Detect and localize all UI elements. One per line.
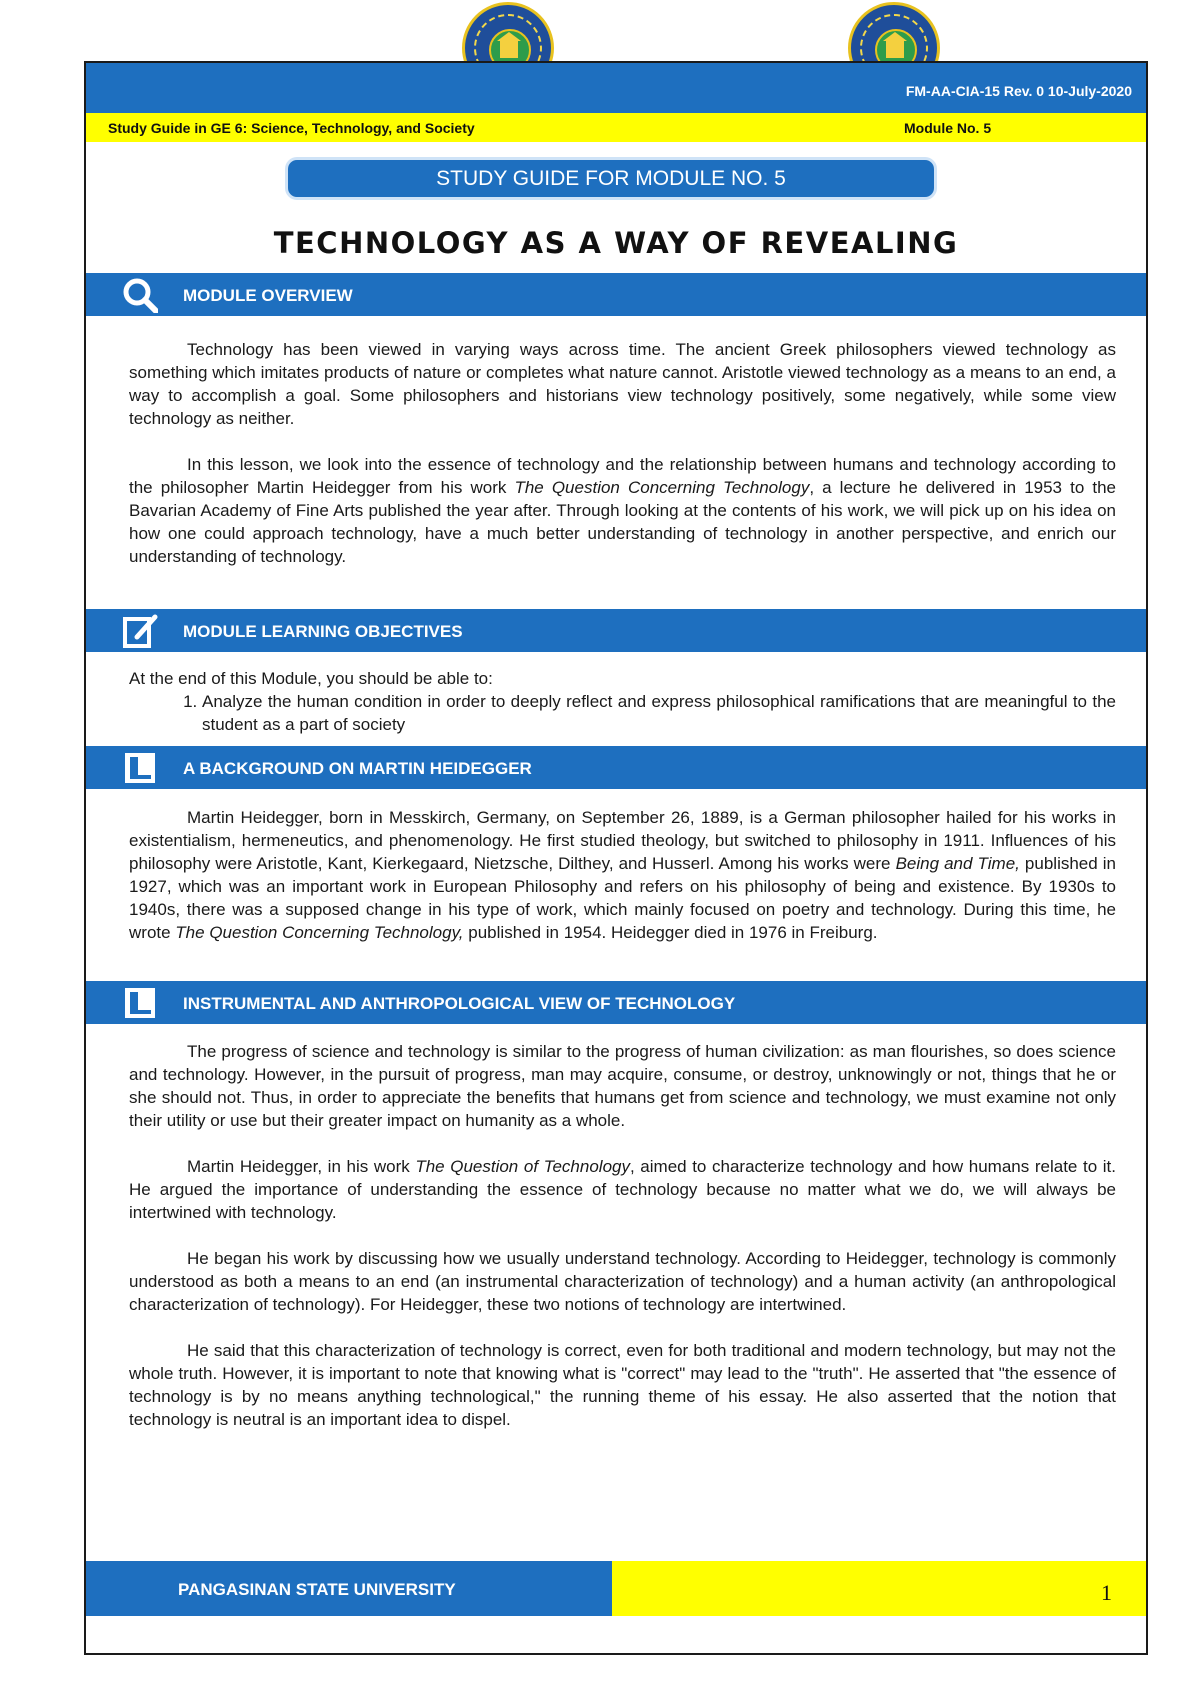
magnifier-icon [122,277,158,313]
reader-icon [122,985,158,1021]
form-code: FM-AA-CIA-15 Rev. 0 10-July-2020 [905,83,1132,99]
objectives-text [129,667,1116,736]
section-title: INSTRUMENTAL AND ANTHROPOLOGICAL VIEW OF TECHNOLOGY [183,994,736,1013]
footer-page-bar [612,1561,1146,1616]
section-header-background [86,746,1146,789]
section-header-overview [86,273,1146,316]
section-header-objectives [86,609,1146,652]
paragraph: Technology has been viewed in varying ways across time. The ancient Greek philosophers viewed technology as something which imitates products of nature or completes what nature cannot. Aristotle viewed technology as a means to an end, a way to accomplish a goal. Some philosophers and historians view technology positively, some negatively, while some view technology as neither. [129,340,1116,428]
reader-icon [122,750,158,786]
objectives-list [129,690,1116,736]
section-title: A BACKGROUND ON MARTIN HEIDEGGER [183,759,532,778]
paragraph: He said that this characterization of technology is correct, even for both traditional and modern technology, but may not the whole truth. However, it is important to note that knowing what is "correct" may lead to the "truth". He asserted that "the essence of technology is by no means anything technological," the running theme of his essay. He also asserted that the notion that technology is neutral is an important idea to dispel. [129,1341,1116,1429]
page-number: 1 [1101,1580,1112,1605]
footer-bar [86,1561,612,1616]
paragraph: Martin Heidegger, born in Messkirch, Germany, on September 26, 1889, is a German philosopher hailed for his works in existentialism, hermeneutics, and phenomenology. He first studied theology, but switched to philosophy in 1911. Influences of his philosophy were Aristotle, Kant, Kierkegaard, Nietzsche, Dilthey, and Husserl. Among his works were Being and Time, published in 1927, which was an important work in European Philosophy and refers on his philosophy of being and existence. By 1930s to 1940s, there was a supposed change in his type of work, which mainly focused on poetry and technology. During this time, he wrote The Question Concerning Technology, published in 1954. Heidegger died in 1976 in Freiburg. [129,808,1117,942]
section-header-instrumental [86,981,1146,1024]
paragraph: Martin Heidegger, in his work The Question of Technology, aimed to characterize technology and how humans relate to it. He argued the importance of understanding the essence of technology because no matter what we do, we will always be intertwined with technology. [129,1157,1116,1222]
objectives-intro: At the end of this Module, you should be able to: [129,669,493,688]
paragraph: In this lesson, we look into the essence of technology and the relationship between humans and technology according to the philosopher Martin Heidegger from his work The Question Concerning Technology, a lecture he delivered in 1953 to the Bavarian Academy of Fine Arts published the year after. Through looking at the contents of his work, we will pick up on his idea on how one could approach technology, have a much better understanding of technology in another perspective, and enrich our understanding of technology. [129,455,1116,566]
instrumental-text [129,1040,1116,1454]
paragraph: The progress of science and technology is similar to the progress of human civilization: as man flourishes, so does science and technology. However, in the pursuit of progress, man may acquire, consume, or destroy, unknowingly or not, things that he or she should not. Thus, in order to appreciate the benefits that humans get from science and technology, we must examine not only their utility or use but their greater impact on humanity as a whole. [129,1042,1116,1130]
list-item: 1. Analyze the human condition in order to deeply reflect and express philosophical ramifications that are meaningful to the student as a part of society [202,690,1116,736]
background-text [129,806,1116,967]
university-name: PANGASINAN STATE UNIVERSITY [178,1580,456,1599]
course-title: Study Guide in GE 6: Science, Technology, and Society [108,120,475,136]
study-guide-banner: STUDY GUIDE FOR MODULE NO. 5 [285,157,937,200]
page-title: TECHNOLOGY AS A WAY OF REVEALING [273,226,959,260]
section-title: MODULE OVERVIEW [183,286,353,305]
course-bar [86,113,1146,142]
header-bar [86,63,1146,113]
pencil-note-icon [122,613,158,649]
module-label: Module No. 5 [904,120,992,136]
section-title: MODULE LEARNING OBJECTIVES [183,622,463,641]
paragraph: He began his work by discussing how we usually understand technology. According to Heidegger, technology is commonly understood as both a means to an end (an instrumental characterization of technology) and a human activity (an anthropological characterization of technology). For Heidegger, these two notions of technology are intertwined. [129,1249,1116,1314]
overview-text [129,338,1116,591]
